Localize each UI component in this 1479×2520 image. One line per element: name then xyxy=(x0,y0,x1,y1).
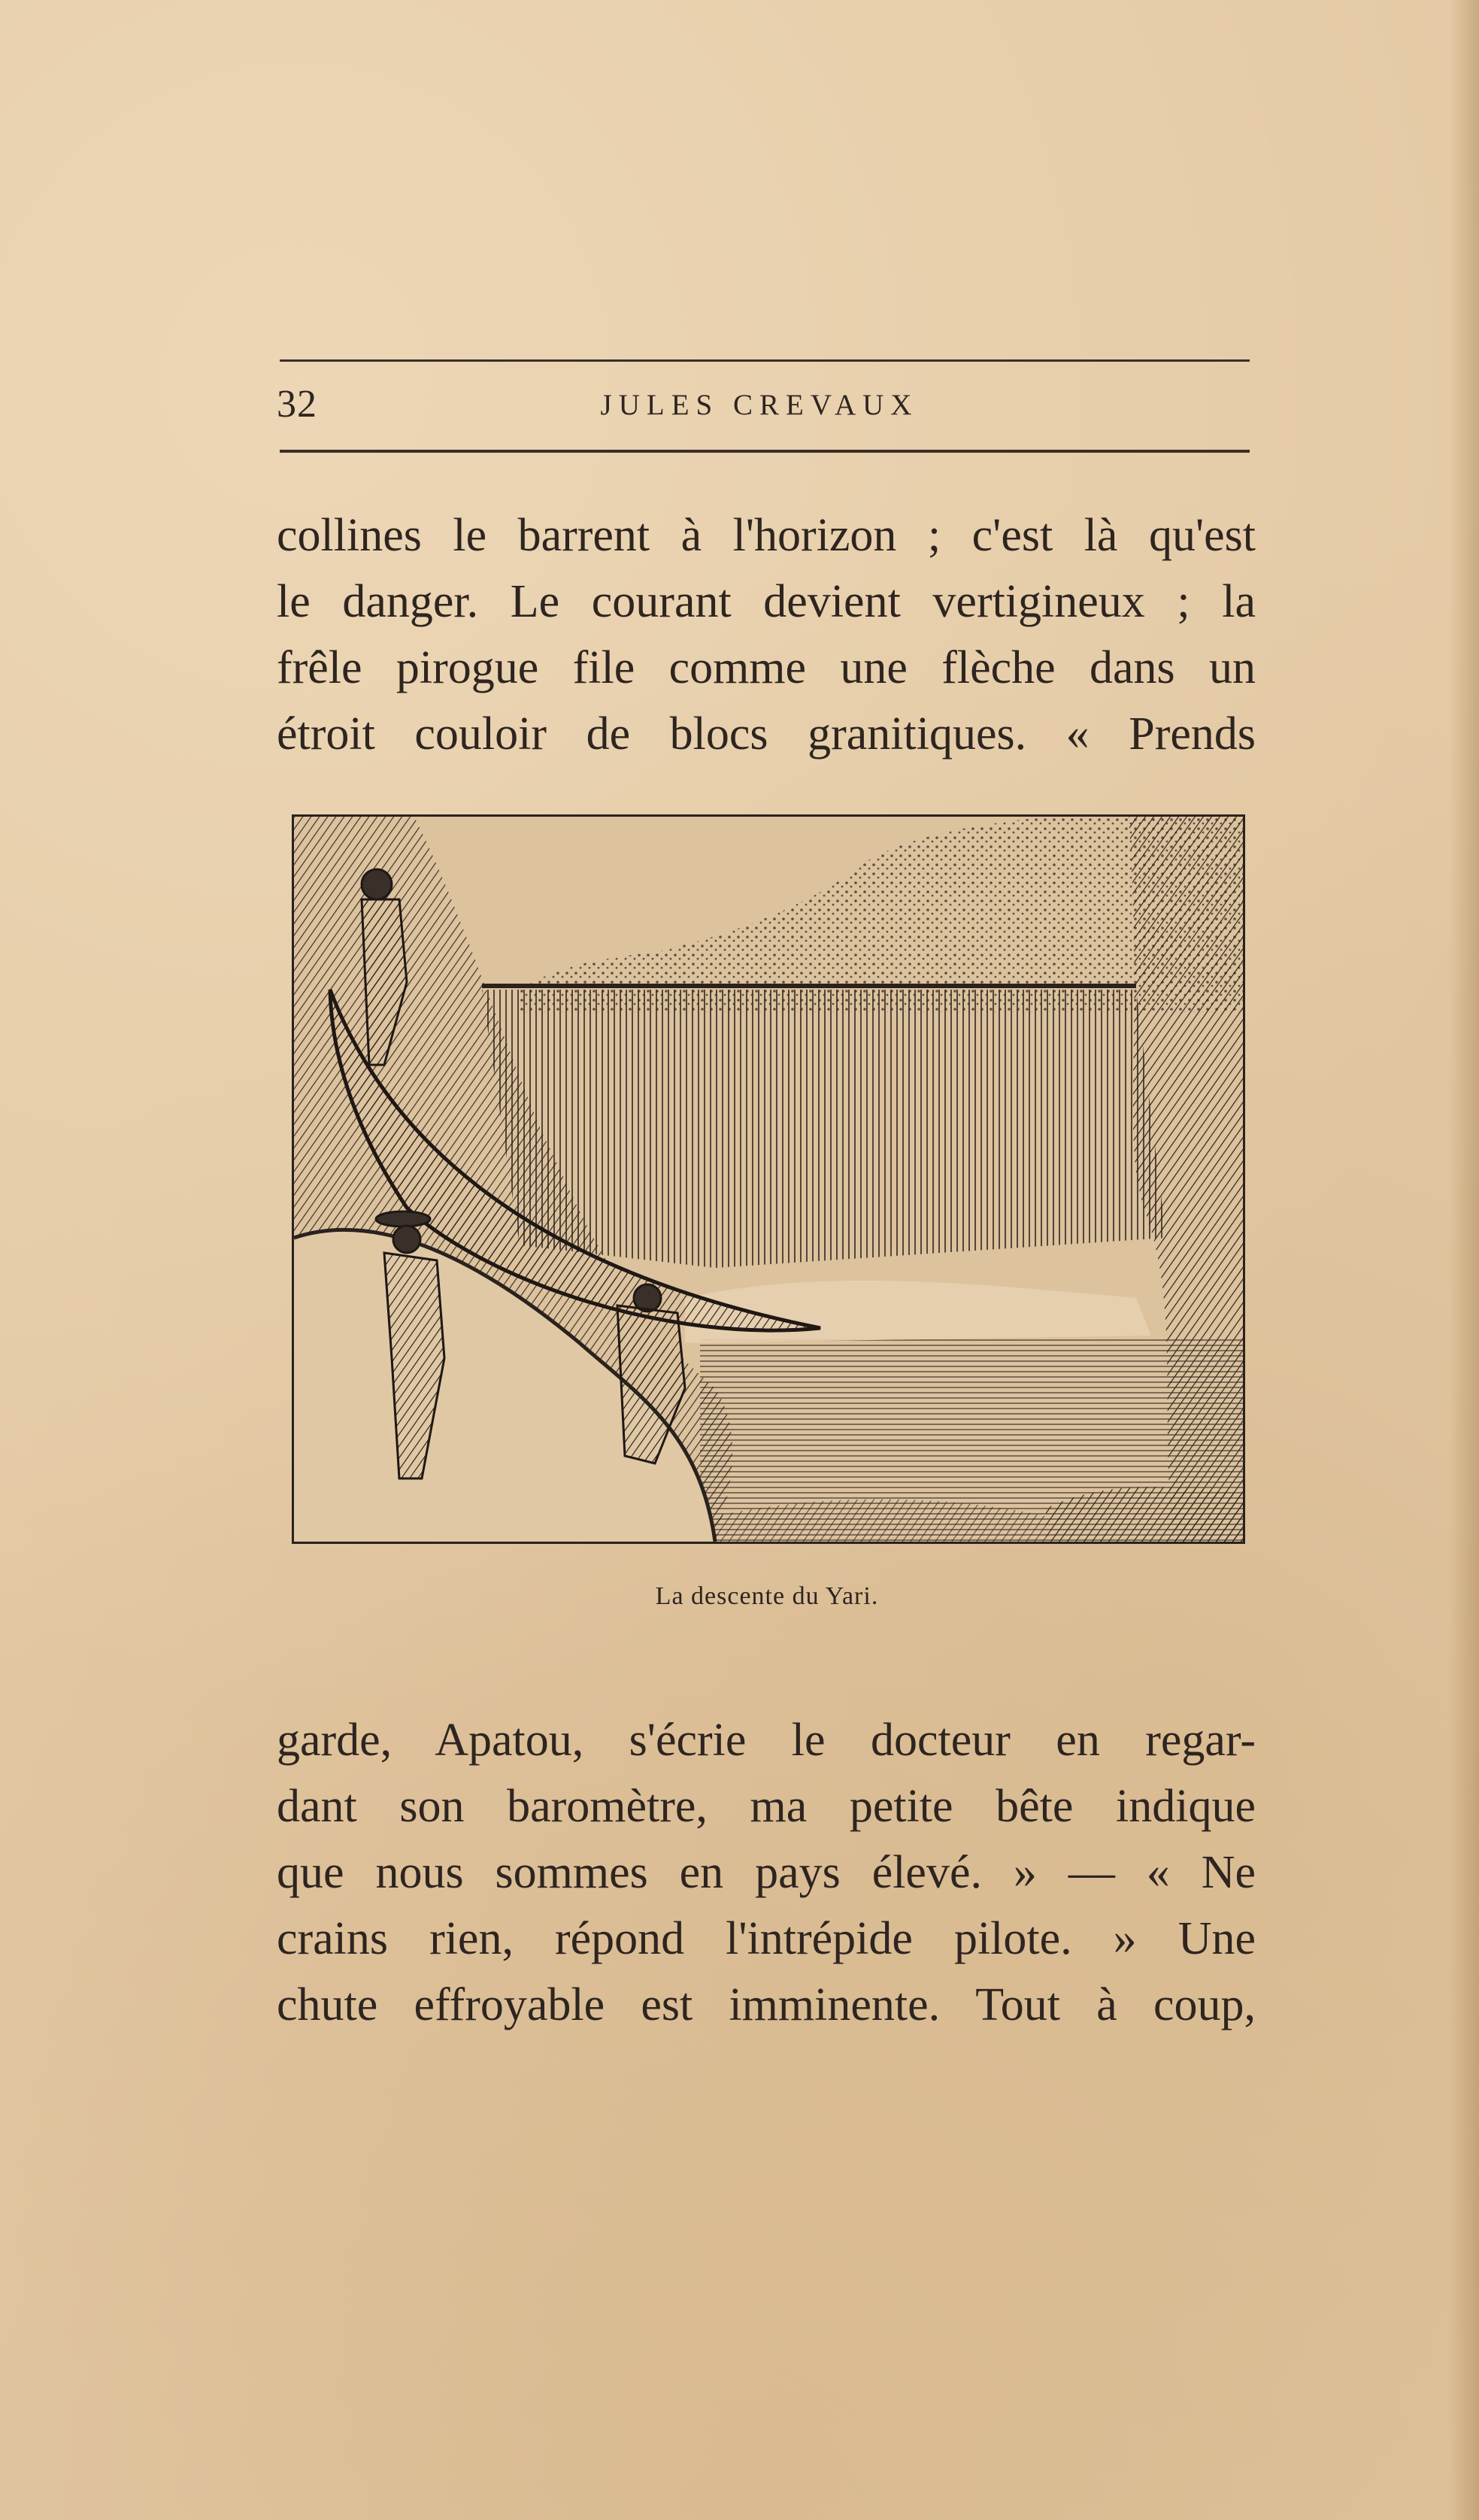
page-number: 32 xyxy=(277,383,317,426)
paragraph-bottom xyxy=(277,1707,1256,2038)
figure-caption: La descente du Yari. xyxy=(655,1582,879,1610)
running-title: JULES CREVAUX xyxy=(600,389,919,421)
text-line: frêle pirogue file comme une flèche dans un xyxy=(277,642,1256,693)
text-line: étroit couloir de blocs granitiques. « Prends xyxy=(277,708,1256,760)
text-line: garde, Apatou, s'écrie le docteur en regar- xyxy=(277,1715,1256,1766)
text-line: crains rien, répond l'intrépide pilote. » Une xyxy=(277,1913,1256,1964)
text-line: dant son baromètre, ma petite bête indique xyxy=(277,1781,1256,1832)
text-line: le danger. Le courant devient vertigineux ; la xyxy=(277,576,1256,627)
text-line: que nous sommes en pays élevé. » — « Ne xyxy=(277,1847,1256,1898)
text-line: collines le barrent à l'horizon ; c'est là qu'est xyxy=(277,510,1256,561)
engraving-illustration xyxy=(292,814,1245,1544)
page-edge-shadow xyxy=(1449,0,1479,2520)
waterfall-engraving xyxy=(294,817,1243,1542)
header-rule-bottom xyxy=(280,450,1250,453)
text-line: chute effroyable est imminente. Tout à coup, xyxy=(277,1979,1256,2030)
header-rule-top xyxy=(280,359,1250,362)
paragraph-top xyxy=(277,502,1256,767)
